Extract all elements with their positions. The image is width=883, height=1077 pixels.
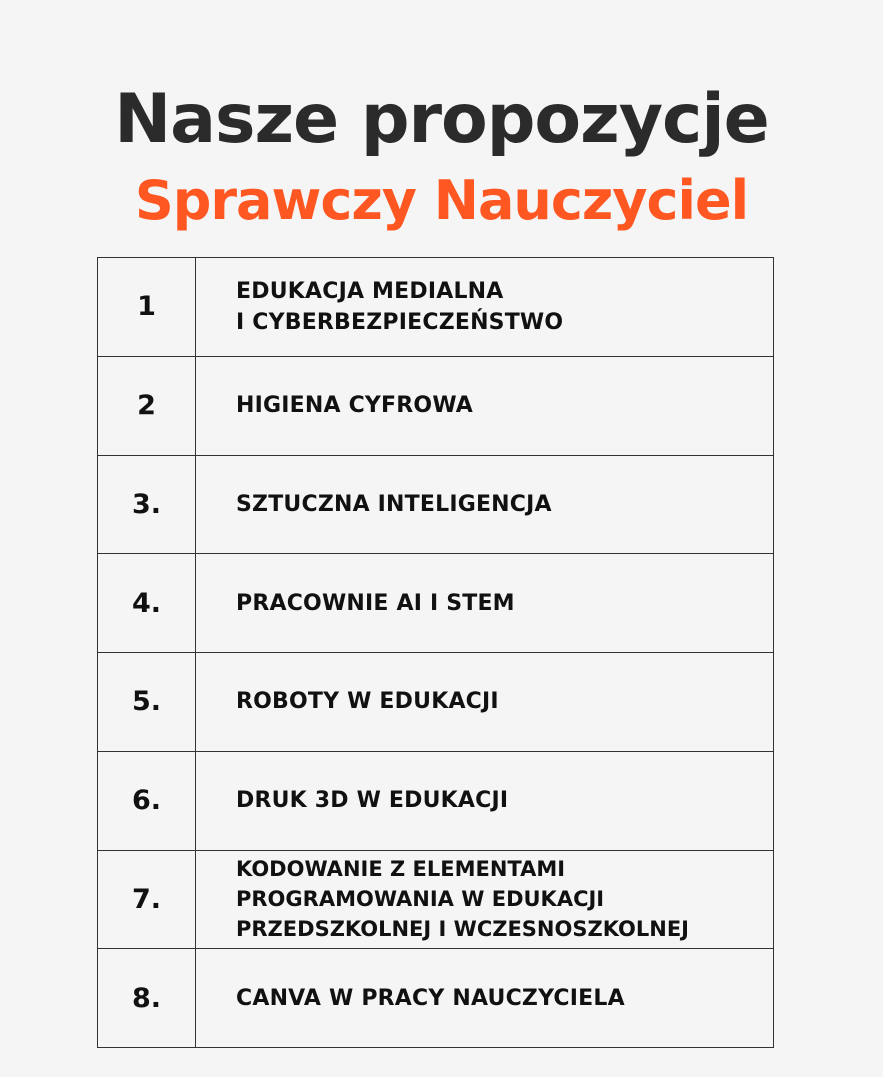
proposals-table	[97, 257, 774, 1048]
row-topic: EDUKACJA MEDIALNA I CYBERBEZPIECZEŃSTWO	[196, 258, 774, 356]
table-row	[98, 357, 774, 456]
table-row	[98, 554, 774, 653]
table-row	[98, 752, 774, 851]
row-number: 7.	[98, 851, 196, 949]
row-number: 6.	[98, 752, 196, 850]
row-topic: SZTUCZNA INTELIGENCJA	[196, 456, 774, 554]
row-topic: PRACOWNIE AI I STEM	[196, 554, 774, 652]
row-topic: ROBOTY W EDUKACJI	[196, 653, 774, 751]
row-number: 2	[98, 357, 196, 455]
row-number: 4.	[98, 554, 196, 652]
table-row	[98, 653, 774, 752]
row-topic: KODOWANIE Z ELEMENTAMI PROGRAMOWANIA W EDUKACJI PRZEDSZKOLNEJ I WCZESNOSZKOLNEJ	[196, 851, 774, 949]
table-row	[98, 456, 774, 555]
row-number: 8.	[98, 949, 196, 1047]
page-title: Nasze propozycje	[114, 80, 769, 159]
row-topic: CANVA W PRACY NAUCZYCIELA	[196, 949, 774, 1047]
row-number: 1	[98, 258, 196, 356]
table-row	[98, 258, 774, 357]
row-topic: HIGIENA CYFROWA	[196, 357, 774, 455]
row-number: 3.	[98, 456, 196, 554]
page-subtitle: Sprawczy Nauczyciel	[134, 169, 749, 232]
table-row	[98, 851, 774, 950]
row-number: 5.	[98, 653, 196, 751]
row-topic: DRUK 3D W EDUKACJI	[196, 752, 774, 850]
table-row	[98, 949, 774, 1048]
